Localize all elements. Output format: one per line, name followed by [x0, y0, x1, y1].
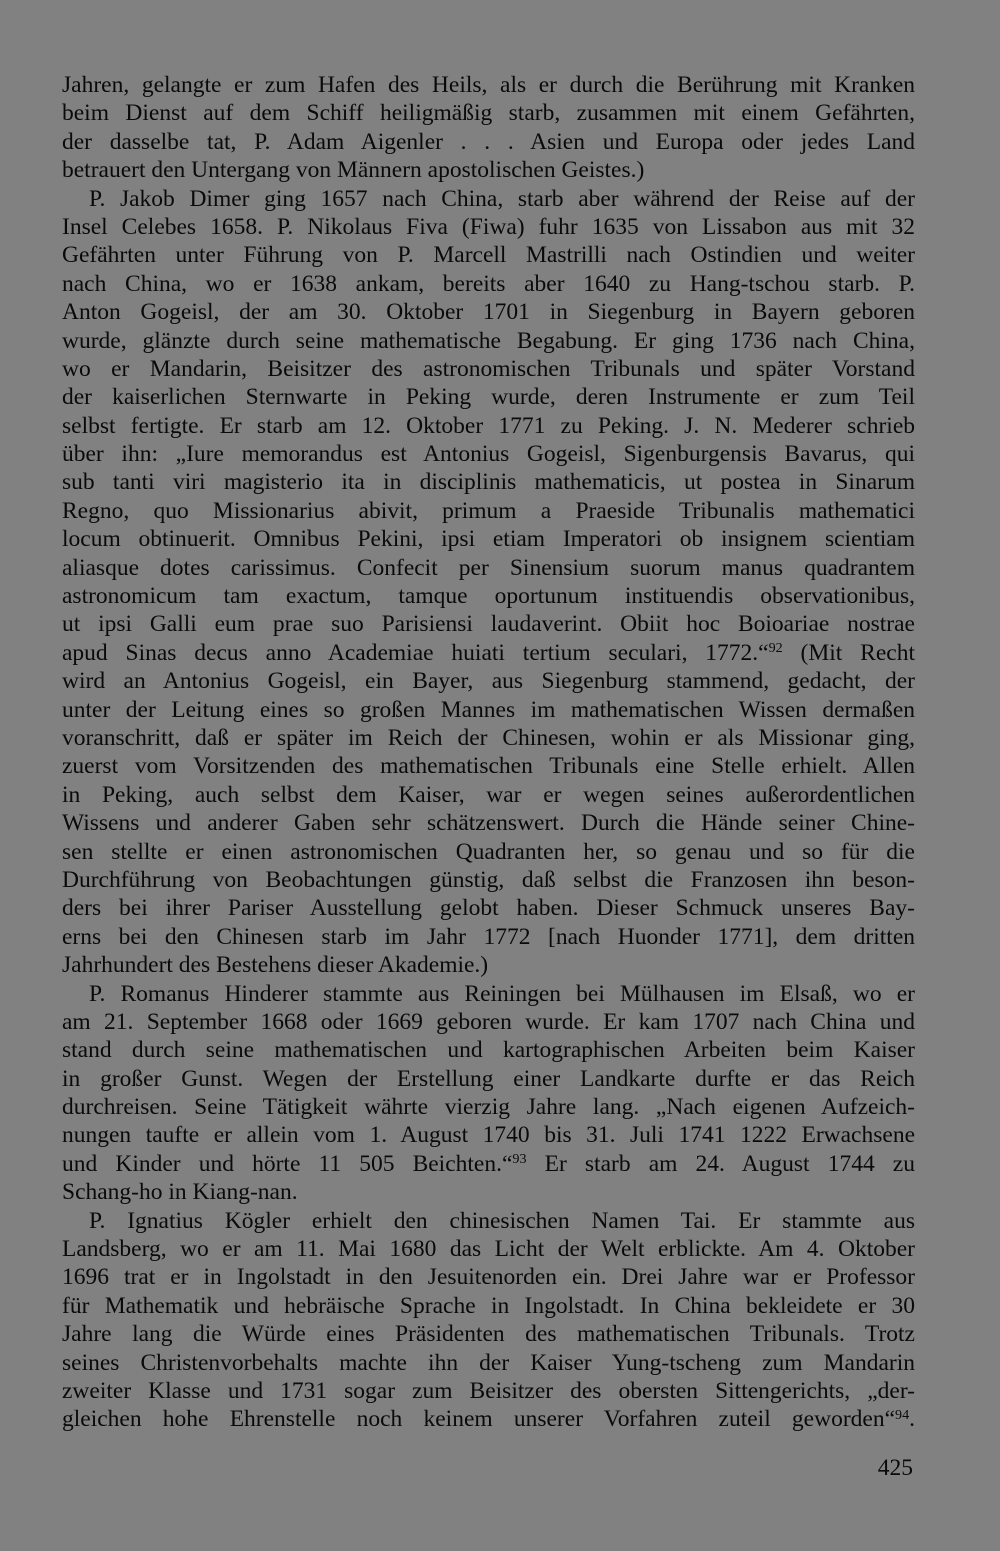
- paragraph: [62, 980, 915, 1207]
- text-line: sub tanti viri magisterio ita in disciplinis mathematicis, ut postea in Sinarum: [62, 469, 915, 496]
- footnote-reference[interactable]: 93: [512, 1151, 527, 1168]
- paragraph: [62, 1207, 915, 1434]
- text-line: zweiter Klasse und 1731 sogar zum Beisitzer des obersten Sittengerichts, „der-: [62, 1377, 915, 1404]
- text-line: wurde, glänzte durch seine mathematische Begabung. Er ging 1736 nach China,: [62, 327, 915, 354]
- line-text: gleichen hohe Ehrenstelle noch keinem unserer Vorfahren zuteil geworden“: [62, 1406, 896, 1433]
- text-line: Jahren, gelangte er zum Hafen des Heils, als er durch die Berührung mit Kranken: [62, 72, 915, 98]
- text-line: Jahrhundert des Bestehens dieser Akademie.): [62, 952, 489, 979]
- text-line: für Mathematik und hebräische Sprache in Ingolstadt. In China bekleidete er 30: [62, 1292, 915, 1319]
- text-line: sen stellte er einen astronomischen Quadranten her, so genau und so für die: [62, 838, 915, 865]
- footnote-reference[interactable]: 92: [768, 640, 783, 657]
- text-line: P. Jakob Dimer ging 1657 nach China, starb aber während der Reise auf der: [89, 185, 915, 212]
- text-line: Insel Celebes 1658. P. Nikolaus Fiva (Fiwa) fuhr 1635 von Lissabon aus mit 32: [62, 213, 915, 240]
- body-text: [62, 71, 915, 1434]
- text-line: stand durch seine mathematischen und kartographischen Arbeiten beim Kaiser: [62, 1037, 915, 1064]
- text-line: aliasque dotes carissimus. Confecit per Sinensium suorum manus quadrantem: [62, 554, 915, 581]
- text-line: [62, 1405, 915, 1433]
- text-line: Wissens und anderer Gaben sehr schätzenswert. Durch die Hände seiner Chine-: [62, 810, 915, 837]
- text-line: ut ipsi Galli eum prae suo Parisiensi laudaverint. Obiit hoc Boioariae nostrae: [62, 611, 915, 638]
- text-line: astronomicum tam exactum, tamque oportunum instituendis observationibus,: [62, 583, 915, 610]
- text-line: Jahre lang die Würde eines Präsidenten des mathematischen Tribunals. Trotz: [62, 1321, 915, 1348]
- line-text: Er starb am 24. August 1744 zu: [526, 1150, 915, 1177]
- text-line: voranschritt, daß er später im Reich der Chinesen, wohin er als Missionar ging,: [62, 724, 915, 751]
- line-text: (Mit Recht: [782, 639, 915, 666]
- text-line: seines Christenvorbehalts machte ihn der Kaiser Yung-tscheng zum Mandarin: [62, 1349, 915, 1376]
- line-text: und Kinder und hörte 11 505 Beichten.“: [62, 1150, 513, 1177]
- text-line: über ihn: „Iure memorandus est Antonius Gogeisl, Sigenburgensis Bavarus, qui: [62, 441, 915, 468]
- paragraph: [62, 185, 915, 980]
- text-line: erns bei den Chinesen starb im Jahr 1772 [nach Huonder 1771], dem dritten: [62, 923, 915, 950]
- text-line: [62, 1150, 915, 1178]
- text-line: durchreisen. Seine Tätigkeit währte vierzig Jahre lang. „Nach eigenen Aufzeich-: [62, 1094, 915, 1121]
- text-line: 1696 trat er in Ingolstadt in den Jesuitenorden ein. Drei Jahre war er Professor: [62, 1264, 915, 1291]
- line-text: .: [909, 1406, 915, 1433]
- line-text: apud Sinas decus anno Academiae huiati tertium seculari, 1772.“: [62, 639, 769, 666]
- text-line: Schang-ho in Kiang-nan.: [62, 1179, 298, 1206]
- text-line: unter der Leitung eines so großen Mannes im mathematischen Wissen dermaßen: [62, 696, 915, 723]
- text-line: P. Romanus Hinderer stammte aus Reiningen bei Mülhausen im Elsaß, wo er: [89, 980, 915, 1007]
- text-line: der dasselbe tat, P. Adam Aigenler . . . Asien und Europa oder jedes Land: [62, 128, 915, 155]
- text-line: [62, 639, 915, 667]
- text-line: am 21. September 1668 oder 1669 geboren wurde. Er kam 1707 nach China und: [62, 1008, 915, 1035]
- text-line: wird an Antonius Gogeisl, ein Bayer, aus Siegenburg stammend, gedacht, der: [62, 668, 915, 695]
- text-line: P. Ignatius Kögler erhielt den chinesischen Namen Tai. Er stammte aus: [89, 1207, 915, 1234]
- text-line: betrauert den Untergang von Männern apostolischen Geistes.): [62, 157, 645, 184]
- text-line: zuerst vom Vorsitzenden des mathematischen Tribunals eine Stelle erhielt. Allen: [62, 753, 915, 780]
- text-line: nungen taufte er allein vom 1. August 1740 bis 31. Juli 1741 1222 Erwachsene: [62, 1122, 915, 1149]
- paragraph: [62, 71, 915, 185]
- text-line: Durchführung von Beobachtungen günstig, daß selbst die Franzosen ihn beson-: [62, 866, 915, 893]
- text-line: nach China, wo er 1638 ankam, bereits aber 1640 zu Hang-tschou starb. P.: [62, 270, 915, 297]
- text-line: Regno, quo Missionarius abivit, primum a Praeside Tribunalis mathematici: [62, 497, 915, 524]
- text-line: beim Dienst auf dem Schiff heiligmäßig starb, zusammen mit einem Gefährten,: [62, 100, 915, 127]
- text-line: der kaiserlichen Sternwarte in Peking wurde, deren Instrumente er zum Teil: [62, 384, 915, 411]
- text-line: Gefährten unter Führung von P. Marcell Mastrilli nach Ostindien und weiter: [62, 242, 915, 269]
- footnote-reference[interactable]: 94: [895, 1406, 910, 1423]
- text-line: in Peking, auch selbst dem Kaiser, war er wegen seines außerordentlichen: [62, 781, 915, 808]
- text-line: locum obtinuerit. Omnibus Pekini, ipsi etiam Imperatori ob insignem scientiam: [62, 526, 915, 553]
- text-line: ders bei ihrer Pariser Ausstellung gelobt haben. Dieser Schmuck unseres Bay-: [62, 895, 915, 922]
- page-number: 425: [877, 1455, 913, 1481]
- text-line: Landsberg, wo er am 11. Mai 1680 das Licht der Welt erblickte. Am 4. Oktober: [62, 1236, 915, 1263]
- text-line: in großer Gunst. Wegen der Erstellung einer Landkarte durfte er das Reich: [62, 1065, 915, 1092]
- text-line: Anton Gogeisl, der am 30. Oktober 1701 in Siegenburg in Bayern geboren: [62, 299, 915, 326]
- text-line: wo er Mandarin, Beisitzer des astronomischen Tribunals und später Vorstand: [62, 355, 915, 382]
- text-line: selbst fertigte. Er starb am 12. Oktober 1771 zu Peking. J. N. Mederer schrieb: [62, 412, 915, 439]
